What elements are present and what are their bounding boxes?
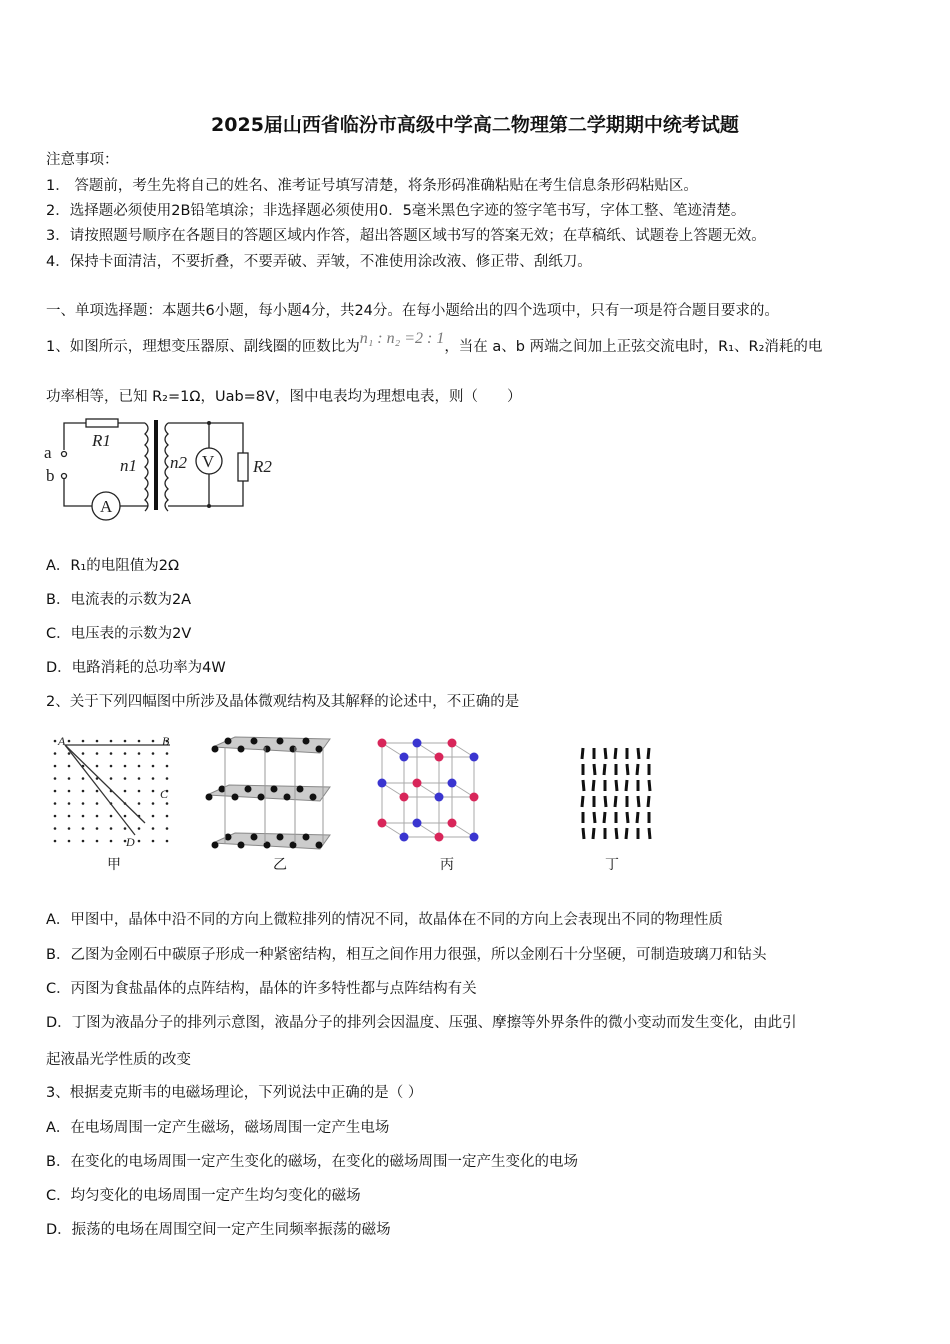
ion (435, 833, 444, 842)
q3-stem: 3、根据麦克斯韦的电磁场理论，下列说法中正确的是（ ） (46, 1085, 423, 1101)
lattice-dot (166, 815, 169, 818)
lattice-dot (54, 815, 57, 818)
carbon-atom (212, 842, 219, 849)
label-n2: n2 (170, 453, 187, 472)
carbon-atom (238, 746, 245, 753)
notice-item: 2．选择题必须使用2B铅笔填涂；非选择题必须使用0．5毫米黑色字迹的签字笔书写，字体工整、笔迹清楚。 (46, 203, 746, 219)
lattice-dot (96, 790, 99, 793)
lattice-dot (138, 752, 141, 755)
point-d-label: D (126, 835, 135, 848)
lattice-dot (68, 765, 71, 768)
lattice-dot (124, 777, 127, 780)
lattice-dot (54, 740, 57, 743)
liquid-crystal-figure-ding (575, 740, 660, 845)
liquid-crystal-molecule (626, 780, 627, 791)
liquid-crystal-molecule (593, 780, 594, 791)
liquid-crystal-molecule (638, 796, 639, 807)
carbon-atom (297, 786, 304, 793)
liquid-crystal-molecule (582, 796, 583, 807)
carbon-atom (238, 842, 245, 849)
carbon-atom (251, 834, 258, 841)
carbon-atom (277, 834, 284, 841)
q3-option-b: B．在变化的电场周围一定产生变化的磁场，在变化的磁场周围一定产生变化的电场 (46, 1154, 578, 1170)
lattice-dot (54, 802, 57, 805)
liquid-crystal-molecule (604, 764, 605, 775)
liquid-crystal-molecule (615, 796, 616, 807)
transformer-circuit-diagram (40, 410, 290, 530)
lattice-dot (110, 827, 113, 830)
lattice-dot (166, 827, 169, 830)
q2-option-c: C．丙图为食盐晶体的点阵结构，晶体的许多特性都与点阵结构有关 (46, 981, 477, 997)
lattice-dot (124, 765, 127, 768)
carbon-atom (316, 842, 323, 849)
lattice-dot (54, 752, 57, 755)
lattice-dot (54, 840, 57, 843)
ion (378, 819, 387, 828)
liquid-crystal-molecule (593, 828, 594, 839)
label-n1: n1 (120, 456, 137, 475)
lattice-dot (68, 752, 71, 755)
ion (448, 779, 457, 788)
carbon-atom (258, 794, 265, 801)
figure-caption-ding: 丁 (605, 857, 619, 873)
q1-ratio: n₁ : n₂ =2 : 1 (359, 330, 445, 347)
liquid-crystal-molecule (594, 812, 595, 823)
lattice-dot (110, 765, 113, 768)
liquid-crystal-molecule (626, 828, 627, 839)
q2-option-a: A．甲图中，晶体中沿不同的方向上微粒排列的情况不同，故晶体在不同的方向上会表现出不同的物理性质 (46, 912, 723, 928)
lattice-dot (82, 740, 85, 743)
liquid-crystal-molecule (627, 812, 628, 823)
lattice-dot (152, 752, 155, 755)
lattice-dot (54, 777, 57, 780)
q2-option-d: D．丁图为液晶分子的排列示意图，液晶分子的排列会因温度、压强、摩擦等外界条件的微小变动而发生变化，由此引 (46, 1015, 797, 1031)
carbon-atom (251, 738, 258, 745)
liquid-crystal-molecule (627, 764, 628, 775)
lattice-dot (152, 815, 155, 818)
lattice-dot (110, 815, 113, 818)
figure-caption-yi: 乙 (273, 857, 287, 873)
liquid-crystal-molecule (648, 748, 649, 759)
ion (378, 779, 387, 788)
point-a-label: A (58, 734, 66, 748)
crystal-lattice-figure-jia (50, 733, 180, 848)
carbon-atom (303, 738, 310, 745)
notice-heading: 注意事项： (46, 152, 119, 168)
lattice-dot (152, 765, 155, 768)
carbon-atom (245, 786, 252, 793)
lattice-dot (152, 827, 155, 830)
point-b-label: B (162, 734, 170, 748)
ion (378, 739, 387, 748)
carbon-atom (232, 794, 239, 801)
ion (435, 753, 444, 762)
ion (470, 833, 479, 842)
lattice-dot (96, 840, 99, 843)
lattice-dot (124, 752, 127, 755)
liquid-crystal-molecule (616, 780, 617, 791)
liquid-crystal-molecule (637, 764, 638, 775)
carbon-atom (303, 834, 310, 841)
q1-stem (46, 330, 823, 357)
ion (400, 793, 409, 802)
lattice-dot (68, 777, 71, 780)
lattice-dot (68, 802, 71, 805)
lattice-dot (96, 827, 99, 830)
label-a: a (44, 443, 52, 462)
lattice-dot (166, 802, 169, 805)
carbon-atom (316, 746, 323, 753)
lattice-dot (138, 777, 141, 780)
carbon-atom (212, 746, 219, 753)
lattice-dot (138, 802, 141, 805)
lattice-dot (138, 827, 141, 830)
lattice-dot (152, 777, 155, 780)
ammeter-label: A (100, 497, 113, 516)
liquid-crystal-molecule (583, 780, 584, 791)
lattice-dot (152, 840, 155, 843)
lattice-dot (166, 765, 169, 768)
point-c-label: C (160, 787, 169, 801)
lattice-dot (82, 815, 85, 818)
q2-stem: 2、关于下列四幅图中所涉及晶体微观结构及其解释的论述中，不正确的是 (46, 694, 520, 710)
lattice-dot (138, 765, 141, 768)
ion (413, 779, 422, 788)
lattice-dot (82, 752, 85, 755)
lattice-dot (124, 815, 127, 818)
q1-stem-part1: 1、如图所示，理想变压器原、副线圈的匝数比为 (46, 339, 360, 355)
lattice-dot (138, 740, 141, 743)
carbon-atom (225, 738, 232, 745)
label-r1: R1 (92, 431, 111, 450)
lattice-dot (82, 802, 85, 805)
liquid-crystal-molecule (637, 812, 638, 823)
lattice-dot (110, 752, 113, 755)
lattice-dot (166, 752, 169, 755)
lattice-dot (152, 790, 155, 793)
carbon-atom (219, 786, 226, 793)
notice-item: 1． 答题前，考生先将自己的姓名、准考证号填写清楚，将条形码准确粘贴在考生信息条形码粘贴区。 (46, 178, 698, 194)
q2-option-b: B．乙图为金刚石中碳原子形成一种紧密结构，相互之间作用力很强，所以金刚石十分坚硬，可制造玻璃刀和钻头 (46, 947, 767, 963)
ion (448, 819, 457, 828)
lattice-dot (110, 840, 113, 843)
liquid-crystal-molecule (616, 828, 617, 839)
lattice-dot (54, 765, 57, 768)
ion (448, 739, 457, 748)
ion (400, 833, 409, 842)
q1-stem-part2: ，当在 a、b 两端之间加上正弦交流电时，R₁、R₂消耗的电 (444, 339, 823, 355)
liquid-crystal-molecule (594, 764, 595, 775)
q2-option-d-cont: 起液晶光学性质的改变 (46, 1052, 191, 1068)
liquid-crystal-molecule (648, 796, 649, 807)
q3-option-d: D．振荡的电场在周围空间一定产生同频率振荡的磁场 (46, 1222, 391, 1238)
liquid-crystal-molecule (649, 780, 650, 791)
q1-option-b: B．电流表的示数为2A (46, 592, 192, 608)
lattice-dot (82, 777, 85, 780)
lattice-dot (152, 802, 155, 805)
notice-item: 3．请按照题号顺序在各题目的答题区域内作答，超出答题区域书写的答案无效；在草稿纸、试题卷上答题无效。 (46, 228, 766, 244)
voltmeter-label: V (202, 452, 215, 471)
q3-option-a: A．在电场周围一定产生磁场，磁场周围一定产生电场 (46, 1120, 390, 1136)
carbon-atom (271, 786, 278, 793)
lattice-dot (68, 790, 71, 793)
carbon-atom (284, 794, 291, 801)
lattice-dot (96, 752, 99, 755)
lattice-dot (124, 827, 127, 830)
carbon-atom (310, 794, 317, 801)
lattice-dot (110, 777, 113, 780)
lattice-dot (166, 840, 169, 843)
lattice-dot (82, 840, 85, 843)
figure-caption-jia: 甲 (107, 857, 121, 873)
lattice-dot (138, 840, 141, 843)
liquid-crystal-molecule (604, 812, 605, 823)
liquid-crystal-molecule (615, 748, 616, 759)
label-b: b (46, 466, 55, 485)
ion (435, 793, 444, 802)
q1-option-a: A．R₁的电阻值为2Ω (46, 558, 180, 574)
page-title: 2025届山西省临汾市高级中学高二物理第二学期期中统考试题 (211, 114, 739, 136)
liquid-crystal-molecule (583, 828, 584, 839)
lattice-dot (96, 802, 99, 805)
liquid-crystal-molecule (605, 748, 606, 759)
q1-option-d: D．电路消耗的总功率为4W (46, 660, 226, 676)
ion (400, 753, 409, 762)
ion (413, 739, 422, 748)
carbon-atom (277, 738, 284, 745)
lattice-dot (110, 740, 113, 743)
section-heading: 一、单项选择题：本题共6小题，每小题4分，共24分。在每小题给出的四个选项中，只有一项是符合题目要求的。 (46, 303, 779, 319)
lattice-dot (68, 840, 71, 843)
lattice-dot (96, 765, 99, 768)
lattice-dot (82, 790, 85, 793)
lattice-dot (152, 740, 155, 743)
liquid-crystal-molecule (638, 748, 639, 759)
lattice-dot (138, 790, 141, 793)
ion (413, 819, 422, 828)
liquid-crystal-molecule (582, 748, 583, 759)
carbon-atom (206, 794, 213, 801)
lattice-dot (96, 740, 99, 743)
notice-item: 4．保持卡面清洁，不要折叠，不要弄破、弄皱，不准使用涂改液、修正带、刮纸刀。 (46, 254, 592, 270)
q1-stem-line2: 功率相等，已知 R₂=1Ω，Uab=8V，图中电表均为理想电表，则（ ） (46, 389, 522, 405)
lattice-dot (68, 815, 71, 818)
liquid-crystal-molecule (605, 796, 606, 807)
lattice-dot (68, 827, 71, 830)
lattice-dot (54, 827, 57, 830)
liquid-crystal-molecule (649, 828, 650, 839)
lattice-dot (96, 815, 99, 818)
lattice-dot (54, 790, 57, 793)
lattice-dot (124, 790, 127, 793)
ion (470, 793, 479, 802)
label-r2: R2 (253, 457, 272, 476)
lattice-dot (124, 740, 127, 743)
q3-option-c: C．均匀变化的电场周围一定产生均匀变化的磁场 (46, 1188, 361, 1204)
carbon-atom (225, 834, 232, 841)
q1-option-c: C．电压表的示数为2V (46, 626, 192, 642)
ion (470, 753, 479, 762)
salt-lattice-figure-bing (372, 733, 497, 848)
layered-structure-figure-yi (195, 733, 345, 853)
figure-caption-bing: 丙 (440, 857, 454, 873)
lattice-dot (82, 827, 85, 830)
lattice-dot (68, 740, 71, 743)
lattice-dot (166, 777, 169, 780)
